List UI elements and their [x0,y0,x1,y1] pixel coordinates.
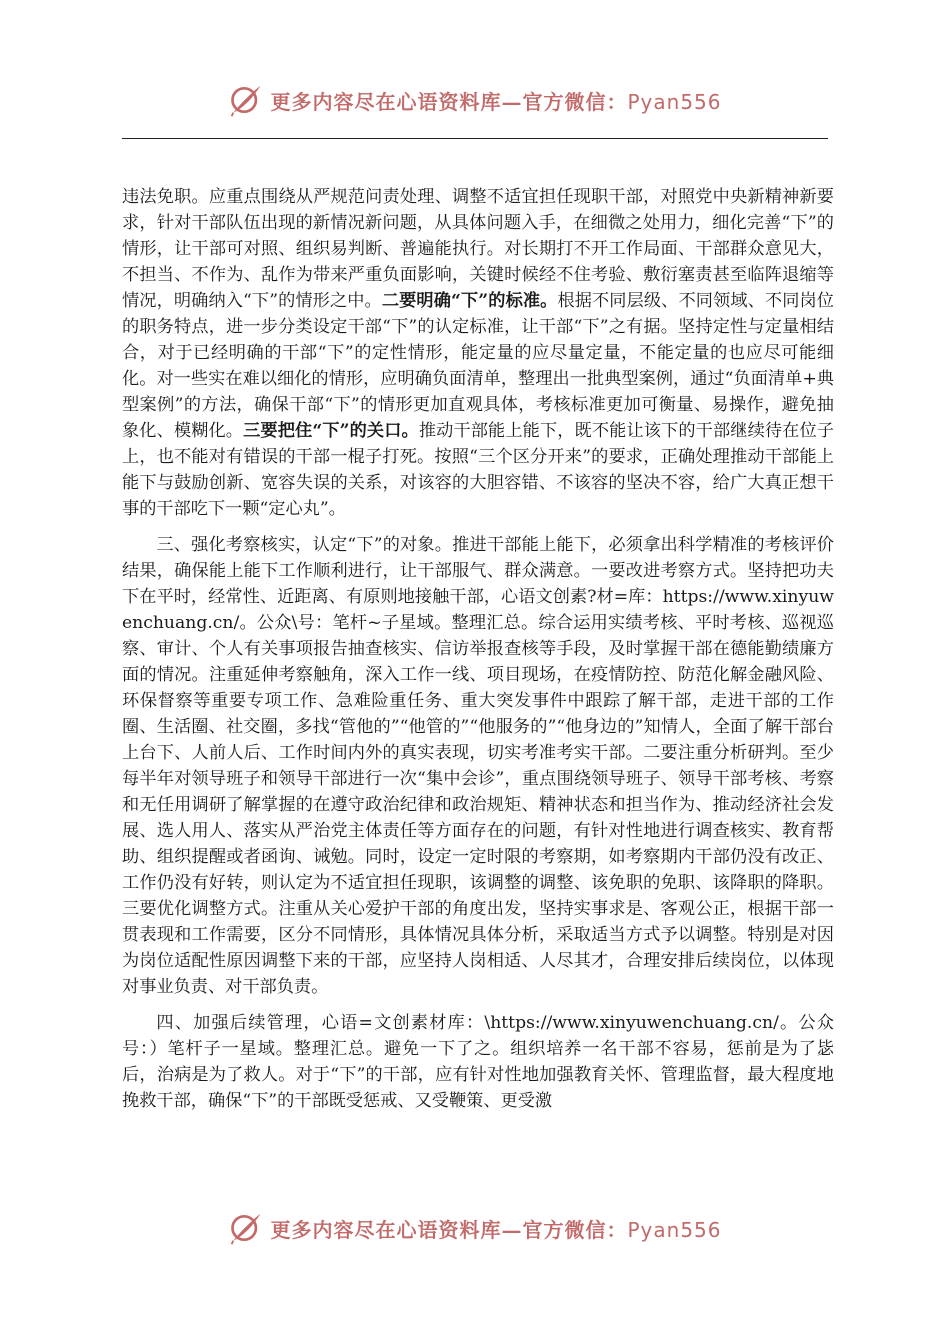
header-divider [122,138,828,139]
footer-wechat-id: Pyan556 [627,1217,722,1242]
footer-banner-main: 更多内容尽在心语资料库—官方微信： [270,1217,628,1242]
quill-logo-icon [228,82,264,118]
footer-banner [0,1210,950,1246]
quill-logo-icon [228,1210,264,1246]
paragraph-1-text-a: 违法免职。应重点围绕从严规范问责处理、调整不适宜担任现职干部，对照党中央新精神新要求，针对干部队伍出现的新情况新问题，从具体问题入手，在细微之处用力，细化完善“下”的情形，让干部可对照、组织易判断、普遍能执行。对长期打不开工作局面、干部群众意见大，不担当、不作为、乱作为带来严重负面影响，关键时候经不住考验、敷衍塞责甚至临阵退缩等情况，明确纳入“下”的情形之中。 [122,187,834,311]
paragraph-1-text-c: 推动干部能上能下，既不能让该下的干部继续待在位子上，也不能对有错误的干部一棍子打死。按照“三个区分开来”的要求，正确处理推动干部能上能下与鼓励创新、宽容失误的关系，对该容的大胆容错、不该容的坚决不容，给广大真正想干事的干部吃下一颗“定心丸”。 [122,421,834,519]
heading-standard: 二要明确“下”的标准。 [381,291,558,311]
document-body [122,184,834,1114]
paragraph-2: 三、强化考察核实，认定“下”的对象。推进干部能上能下，必须拿出科学精准的考核评价结果，确保能上能下工作顺利进行，让干部服气、群众满意。一要改进考察方式。坚持把功夫下在平时，经常性、近距离、有原则地接触干部，心语文创素?材=库：https://www.xinyuwenchuang.cn/。公众\号：笔杆~子星域。整理汇总。综合运用实绩考核、平时考核、巡视巡察、审计、个人有关事项报告抽查核实、信访举报查核等手段，及时掌握干部在德能勤绩廉方面的情况。注重延伸考察触角，深入工作一线、项目现场，在疫情防控、防范化解金融风险、环保督察等重要专项工作、急难险重任务、重大突发事件中跟踪了解干部，走进干部的工作圈、生活圈、社交圈，多找“管他的”“他管的”“他服务的”“他身边的”知情人，全面了解干部台上台下、人前人后、工作时间内外的真实表现，切实考准考实干部。二要注重分析研判。至少每半年对领导班子和领导干部进行一次“集中会诊”，重点围绕领导班子、领导干部考核、考察和无任用调研了解掌握的在遵守政治纪律和政治规矩、精神状态和担当作为、推动经济社会发展、选人用人、落实从严治党主体责任等方面存在的问题，有针对性地进行调查核实、教育帮助、组织提醒或者函询、诫勉。同时，设定一定时限的考察期，如考察期内干部仍没有改正、工作仍没有好转，则认定为不适宜担任现职，该调整的调整、该免职的免职、该降职的降职。三要优化调整方式。注重从关心爱护干部的角度出发，坚持实事求是、客观公正，根据干部一贯表现和工作需要，区分不同情形，具体情况具体分析，采取适当方式予以调整。特别是对因为岗位适配性原因调整下来的干部，应坚持人岗相适、人尽其才，合理安排后续岗位，以体现对事业负责、对干部负责。 [122,535,834,997]
paragraph-3: 四、加强后续管理，心语=文创素材库：\https://www.xinyuwenchuang.cn/。公众号：）笔杆子一星域。整理汇总。避免一下了之。组织培养一名干部不容易，惩前是为了毖后，治病是为了救人。对于“下”的干部，应有针对性地加强教育关怀、管理监督，最大程度地挽救干部，确保“下”的干部既受惩戒、又受鞭策、更受激 [122,1013,834,1111]
header-banner [0,82,950,118]
footer-banner-text [270,1214,721,1243]
header-wechat-id: Pyan556 [627,89,722,114]
paragraph-1 [122,184,834,522]
paragraph-1-text-b: 根据不同层级、不同领域、不同岗位的职务特点，进一步分类设定干部“下”的认定标准，让干部“下”之有据。坚持定性与定量相结合，对于已经明确的干部“下”的定性情形，能定量的应尽量定量，不能定量的也应尽可能细化。对一些实在难以细化的情形，应明确负面清单，整理出一批典型案例，通过“负面清单+典型案例”的方法，确保干部“下”的情形更加直观具体，考核标准更加可衡量、易操作，避免抽象化、模糊化。 [122,291,834,441]
heading-checkpoint: 三要把住“下”的关口。 [243,421,419,441]
header-banner-main: 更多内容尽在心语资料库—官方微信： [270,89,628,114]
header-banner-text [270,86,721,115]
